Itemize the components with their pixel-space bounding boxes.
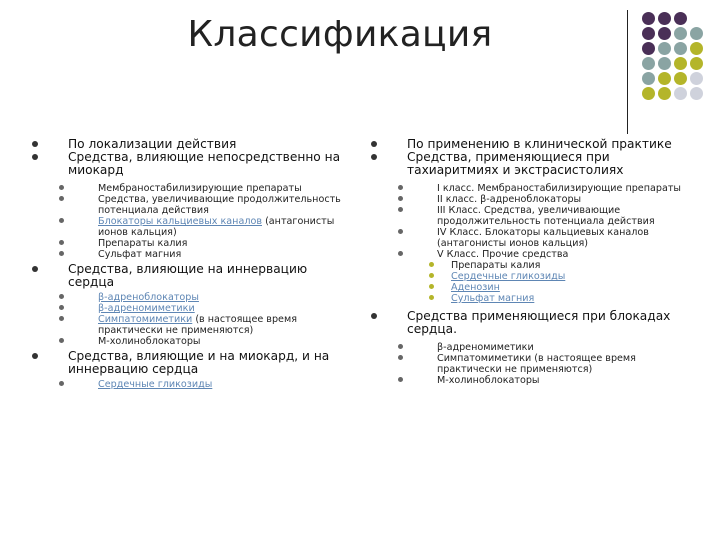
bullet-icon [429,295,434,300]
list-item [30,314,350,336]
link-magnesium-sulfate[interactable]: Сульфат магния [451,293,535,304]
dot [658,27,671,40]
item-innervation: Средства, влияющие на иннервацию сердца [68,262,308,289]
bullet-icon [59,305,64,310]
list-item [30,263,350,289]
list-item [369,293,689,304]
bullet-icon [59,251,64,256]
item-heart-block: Средства применяющиеся при блокадах сердца. [407,309,671,336]
dot [690,72,703,85]
dot [642,72,655,85]
dot [658,12,671,25]
item-text: М-холиноблокаторы [437,375,540,386]
bullet-icon [398,185,403,190]
item-text: Препараты калия [451,260,541,271]
list-item [369,151,689,177]
link-sympathomimetics[interactable]: Симпатомиметики [98,314,193,325]
list-item [30,336,350,347]
item-text: Сульфат магния [98,249,182,260]
dot [690,42,703,55]
item-text: Мембраностабилизирующие препараты [98,183,302,194]
list-item [30,151,350,177]
dot [658,87,671,100]
item-text: М-холиноблокаторы [98,336,201,347]
list-item [369,375,689,386]
link-beta-mimetics[interactable]: β-адреномиметики [98,303,195,314]
bullet-icon [398,196,403,201]
list-item [30,379,350,390]
left-column [30,138,350,390]
list-item [369,271,689,282]
bullet-icon [32,266,38,272]
bullet-icon [371,141,377,147]
list-item [30,216,350,238]
bullet-icon [59,316,64,321]
dot [690,57,703,70]
list-item [30,249,350,260]
list-item [30,194,350,216]
dot [690,27,703,40]
list-item [369,205,689,227]
list-item [30,303,350,314]
dot [674,72,687,85]
bullet-icon [429,284,434,289]
bullet-icon [59,185,64,190]
bullet-icon [398,344,403,349]
bullet-icon [398,251,403,256]
dot [642,87,655,100]
list-item [369,282,689,293]
item-text: II класс. β-адреноблокаторы [437,194,582,205]
list-item [30,183,350,194]
bullet-icon [371,313,377,319]
item-text: Средства, увеличивающие продолжительность потенциала действия [98,194,341,216]
dot [674,87,687,100]
item-text: (антагонисты ионов кальция) [98,216,335,238]
title-divider [627,10,628,134]
bullet-icon [398,229,403,234]
dot [642,12,655,25]
list-item [369,183,689,194]
item-text: Симпатомиметики (в настоящее время практически не применяются) [437,353,636,375]
dot [690,87,703,100]
item-both: Средства, влияющие и на миокард, и на иннервацию сердца [68,349,330,376]
bullet-icon [398,207,403,212]
dot [642,42,655,55]
page-title: Классификация [187,14,493,55]
bullet-icon [398,377,403,382]
link-cardiac-glycosides[interactable]: Сердечные гликозиды [98,379,213,390]
list-item [30,292,350,303]
item-text: β-адреномиметики [437,342,534,353]
item-text: Препараты калия [98,238,188,249]
list-item [369,260,689,271]
item-text: V Класс. Прочие средства [437,249,569,260]
bullet-icon [429,262,434,267]
dot [674,27,687,40]
bullet-icon [371,154,377,160]
bullet-icon [429,273,434,278]
list-item [369,353,689,375]
decorative-dot-grid [640,12,716,106]
list-item [369,342,689,353]
dot [674,12,687,25]
bullet-icon [398,355,403,360]
dot [658,57,671,70]
heading-localization: По локализации действия [68,137,237,151]
bullet-icon [32,141,38,147]
bullet-icon [32,353,38,359]
dot [642,57,655,70]
dot [658,42,671,55]
item-text: (в настоящее время практически не применяются) [98,314,297,336]
dot [642,27,655,40]
bullet-icon [59,381,64,386]
item-text: I класс. Мембраностабилизирующие препараты [437,183,681,194]
link-beta-blockers[interactable]: β-адреноблокаторы [98,292,199,303]
link-adenosine[interactable]: Аденозин [451,282,500,293]
item-tachyarrhythmia: Средства, применяющиеся при тахиаритмиях и экстрасистолиях [407,150,624,177]
bullet-icon [59,294,64,299]
right-column [369,138,689,386]
list-item [369,194,689,205]
bullet-icon [59,240,64,245]
bullet-icon [32,154,38,160]
link-calcium-channel-blockers[interactable]: Блокаторы кальциевых каналов [98,216,262,227]
item-myocardium: Средства, влияющие непосредственно на миокард [68,150,341,177]
list-item [30,350,350,376]
bullet-icon [59,338,64,343]
heading-clinical-use: По применению в клинической практике [407,137,672,151]
bullet-icon [59,218,64,223]
list-item [369,249,689,260]
item-text: III Класс. Средства, увеличивающие продолжительность потенциала действия [437,205,655,227]
item-text: IV Класс. Блокаторы кальциевых каналов (антагонисты ионов кальция) [437,227,649,249]
dot [658,72,671,85]
dot [674,57,687,70]
list-item [369,227,689,249]
list-item [30,238,350,249]
dot [674,42,687,55]
bullet-icon [59,196,64,201]
link-cardiac-glycosides[interactable]: Сердечные гликозиды [451,271,566,282]
list-item [369,310,689,336]
